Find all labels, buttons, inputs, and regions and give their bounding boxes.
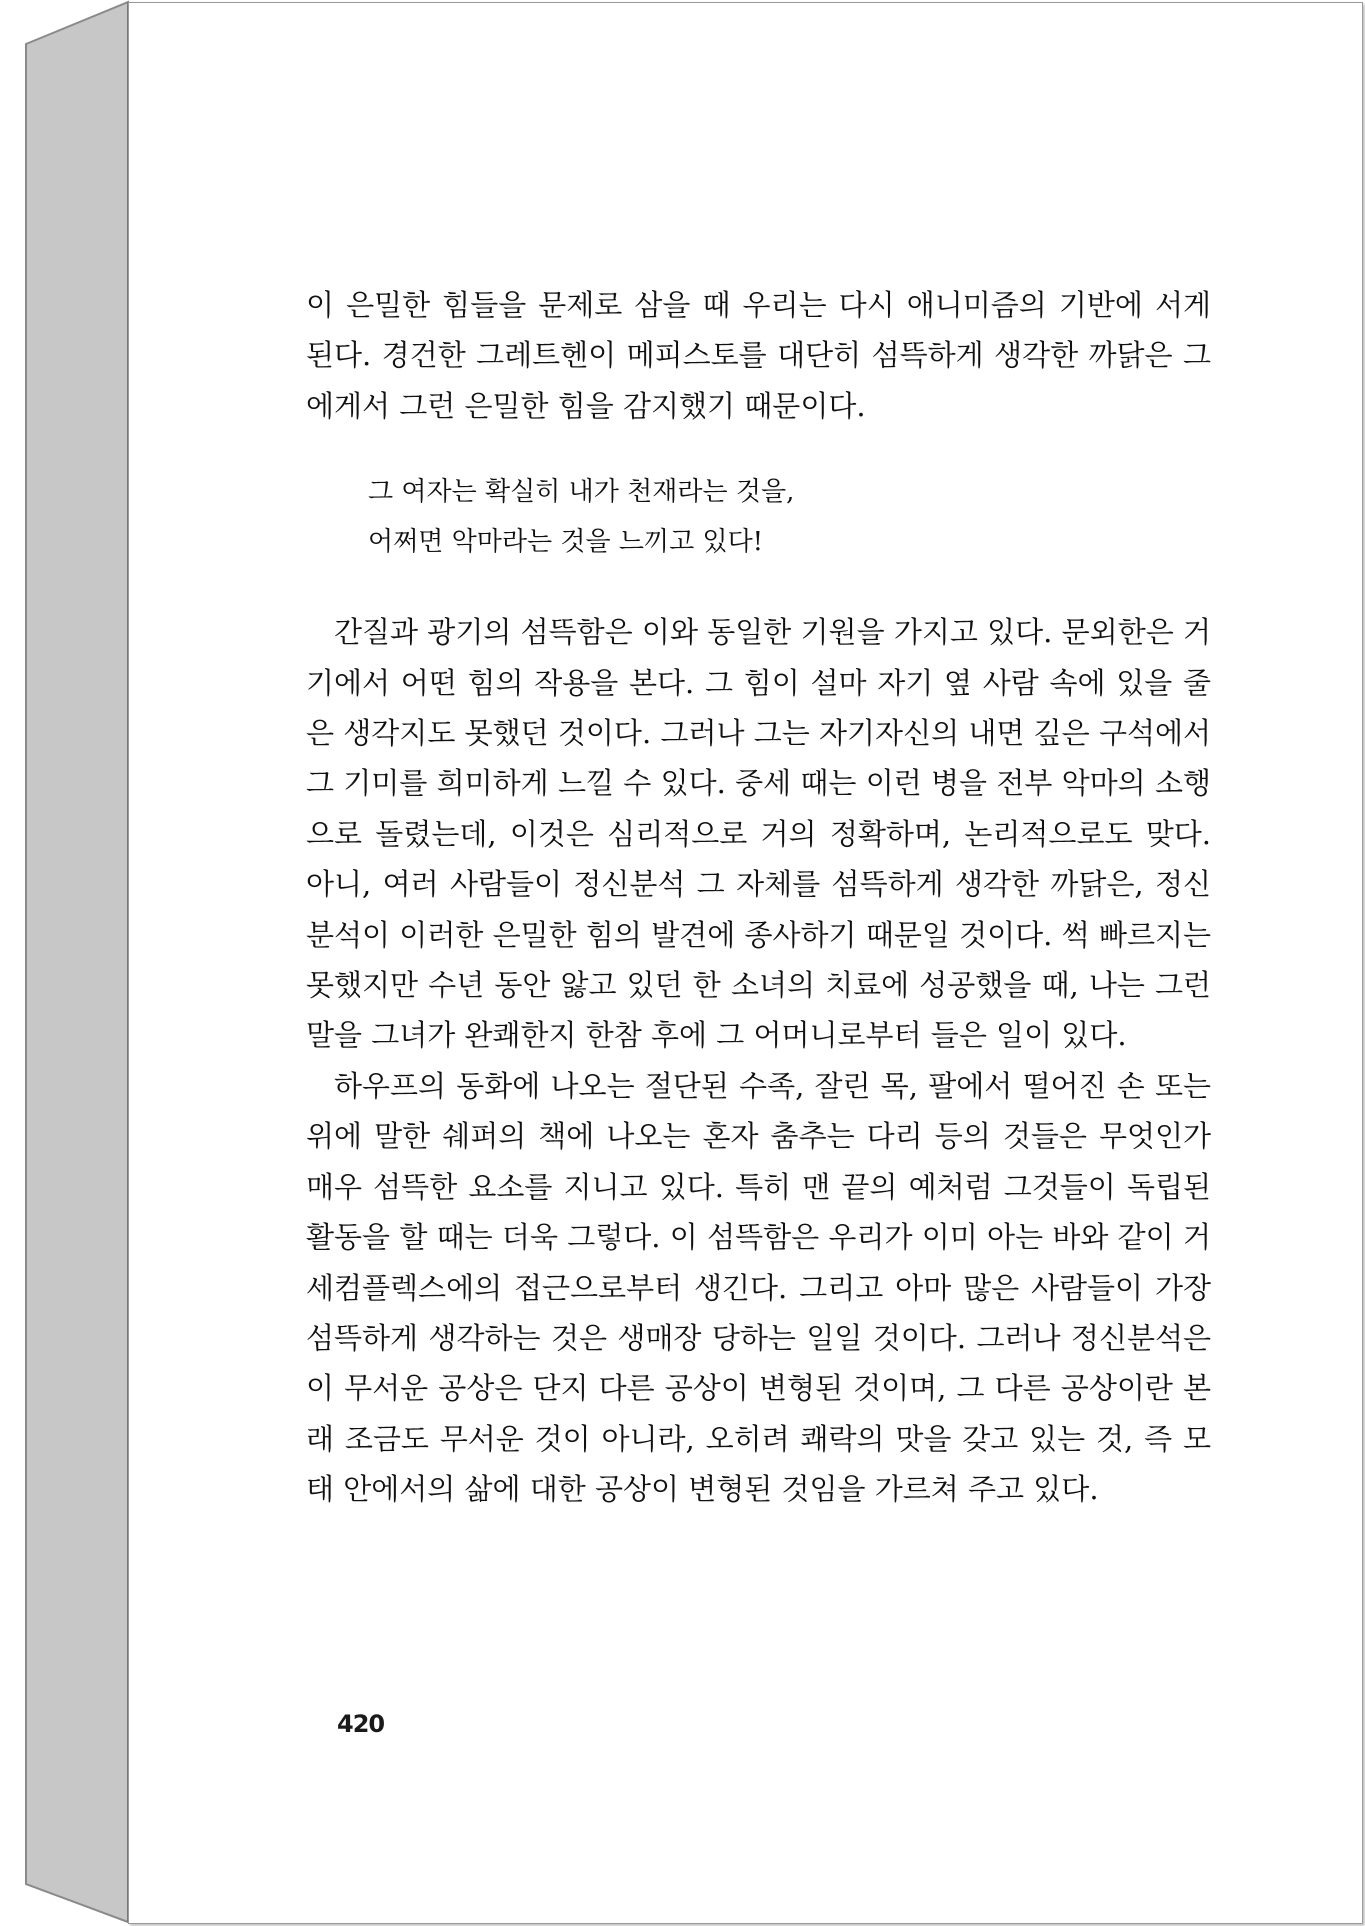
page-text	[306, 280, 1211, 1515]
quote-line-2: 어쩌면 악마라는 것을 느끼고 있다!	[368, 527, 764, 558]
paragraph-intro: 이 은밀한 힘들을 문제로 삼을 때 우리는 다시 애니미즘의 기반에 서게 된다. 경건한 그레트헨이 메피스토를 대단히 섬뜩하게 생각한 까닭은 그에게서 그런 은밀한 힘을 감지했기 때문이다.	[306, 288, 1211, 423]
block-quote	[368, 467, 1211, 567]
book-spine-face	[26, 2, 128, 1922]
quote-line-1: 그 여자는 확실히 내가 천재라는 것을,	[368, 477, 795, 508]
page-number: 420	[337, 1710, 385, 1738]
paragraph-2: 하우프의 동화에 나오는 절단된 수족, 잘린 목, 팔에서 떨어진 손 또는 위에 말한 쉐퍼의 책에 나오는 혼자 춤추는 다리 등의 것들은 무엇인가 매우 섬뜩한 요소를 지니고 있다. 특히 맨 끝의 예처럼 그것들이 독립된 활동을 할 때는 더욱 그렇다. 이 섬뜩함은 우리가 이미 아는 바와 같이 거세컴플렉스에의 접근으로부터 생긴다. 그리고 아마 많은 사람들이 가장 섬뜩하게 생각하는 것은 생매장 당하는 일일 것이다. 그러나 정신분석은 이 무서운 공상은 단지 다른 공상이 변형된 것이며, 그 다른 공상이란 본래 조금도 무서운 것이 아니라, 오히려 쾌락의 맛을 갖고 있는 것, 즉 모태 안에서의 삶에 대한 공상이 변형된 것임을 가르쳐 주고 있다.	[306, 1068, 1211, 1507]
paragraph-1: 간질과 광기의 섬뜩함은 이와 동일한 기원을 가지고 있다. 문외한은 거기에서 어떤 힘의 작용을 본다. 그 힘이 설마 자기 옆 사람 속에 있을 줄은 생각지도 못했던 것이다. 그러나 그는 자기자신의 내면 깊은 구석에서 그 기미를 희미하게 느낄 수 있다. 중세 때는 이런 병을 전부 악마의 소행으로 돌렸는데, 이것은 심리적으로 거의 정확하며, 논리적으로도 맞다. 아니, 여러 사람들이 정신분석 그 자체를 섬뜩하게 생각한 까닭은, 정신분석이 이러한 은밀한 힘의 발견에 종사하기 때문일 것이다. 썩 빠르지는 못했지만 수년 동안 앓고 있던 한 소녀의 치료에 성공했을 때, 나는 그런 말을 그녀가 완쾌한지 한참 후에 그 어머니로부터 들은 일이 있다.	[306, 615, 1211, 1053]
